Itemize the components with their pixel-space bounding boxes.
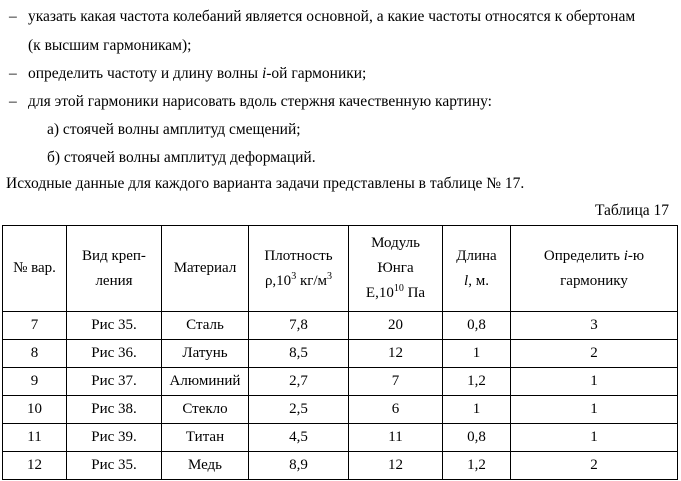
cell-material: Стекло — [162, 396, 249, 424]
table-body — [3, 312, 678, 480]
bullet-text — [28, 64, 366, 84]
header-harmonic-part: -ю — [627, 247, 645, 264]
cell-mount: Рис 35. — [67, 312, 162, 340]
header-material: Материал — [162, 226, 249, 312]
bullet-text-part: -ой гармоники; — [266, 65, 367, 82]
header-density-part: ρ,10 — [264, 272, 292, 289]
header-density — [249, 226, 349, 312]
cell-density: 2,5 — [249, 396, 349, 424]
cell-modulus: 11 — [349, 424, 443, 452]
header-mount — [67, 226, 162, 312]
header-length-symbol: l — [464, 272, 469, 289]
sub-item-text: б) стоячей волны амплитуд деформаций. — [47, 149, 316, 166]
bullet-text-part: определить частоту и длину волны — [28, 65, 262, 82]
cell-mount: Рис 39. — [67, 424, 162, 452]
cell-modulus: 12 — [349, 340, 443, 368]
bullet-dash: – — [9, 8, 17, 25]
cell-length: 0,8 — [443, 312, 511, 340]
cell-harmonic: 2 — [511, 340, 678, 368]
cell-harmonic: 2 — [511, 452, 678, 480]
cell-mount: Рис 37. — [67, 368, 162, 396]
cell-length: 1,2 — [443, 368, 511, 396]
data-table — [2, 225, 678, 480]
bullet-dash: – — [9, 65, 17, 82]
cell-length: 1 — [443, 340, 511, 368]
cell-variant: 12 — [3, 452, 67, 480]
table-caption: Таблица 17 — [594, 202, 669, 219]
header-length-line: Длина — [456, 247, 497, 264]
table-row — [3, 368, 678, 396]
cell-density: 4,5 — [249, 424, 349, 452]
cell-length: 1 — [443, 396, 511, 424]
header-density-part: кг/м — [296, 272, 328, 289]
cell-material: Титан — [162, 424, 249, 452]
cell-harmonic: 3 — [511, 312, 678, 340]
cell-mount: Рис 36. — [67, 340, 162, 368]
bullet-text: (к высшим гармоникам); — [28, 37, 192, 54]
header-density-line: Плотность — [264, 247, 333, 264]
cell-material: Медь — [162, 452, 249, 480]
cell-material: Латунь — [162, 340, 249, 368]
cell-modulus: 6 — [349, 396, 443, 424]
header-length-part: , м. — [468, 272, 489, 289]
cell-variant: 10 — [3, 396, 67, 424]
sub-item-text: а) стоячей волны амплитуд смещений; — [47, 121, 301, 138]
header-modulus-exp: 10 — [393, 283, 404, 294]
cell-variant: 8 — [3, 340, 67, 368]
header-harmonic-symbol: i — [623, 247, 628, 264]
bullet-text-italic: i — [261, 65, 267, 82]
cell-harmonic: 1 — [511, 368, 678, 396]
cell-variant: 7 — [3, 312, 67, 340]
table-row — [3, 452, 678, 480]
cell-harmonic: 1 — [511, 396, 678, 424]
cell-length: 0,8 — [443, 424, 511, 452]
cell-modulus: 7 — [349, 368, 443, 396]
header-harmonic-part: Определить — [543, 247, 624, 264]
bullet-text: для этой гармоники нарисовать вдоль стержня качественную картину: — [28, 93, 492, 110]
header-mount-line: Вид креп- — [82, 247, 146, 264]
cell-variant: 11 — [3, 424, 67, 452]
cell-density: 7,8 — [249, 312, 349, 340]
cell-harmonic: 1 — [511, 424, 678, 452]
header-length — [443, 226, 511, 312]
table-row — [3, 340, 678, 368]
header-density-exp: 3 — [291, 270, 297, 282]
cell-length: 1,2 — [443, 452, 511, 480]
header-harmonic-line: гармонику — [560, 272, 628, 289]
table-row — [3, 424, 678, 452]
cell-material: Алюминий — [162, 368, 249, 396]
header-modulus-part: Е,10 — [365, 285, 394, 301]
cell-modulus: 20 — [349, 312, 443, 340]
table-row — [3, 312, 678, 340]
bullet-dash: – — [9, 93, 17, 110]
cell-mount: Рис 38. — [67, 396, 162, 424]
header-mount-line: ления — [95, 272, 133, 289]
cell-density: 8,9 — [249, 452, 349, 480]
cell-density: 2,7 — [249, 368, 349, 396]
table-header-row — [3, 226, 678, 312]
header-variant: № вар. — [3, 226, 67, 312]
table-row — [3, 396, 678, 424]
cell-material: Сталь — [162, 312, 249, 340]
header-harmonic — [511, 226, 678, 312]
intro-text: Исходные данные для каждого варианта задачи представлены в таблице № 17. — [6, 175, 525, 192]
header-modulus — [349, 226, 443, 312]
header-modulus-line: Юнга — [377, 260, 414, 276]
bullet-text: указать какая частота колебаний является основной, а какие частоты относятся к обертонам — [28, 8, 636, 25]
header-modulus-part: Па — [403, 285, 426, 301]
header-modulus-line: Модуль — [371, 235, 420, 251]
header-density-exp: 3 — [327, 270, 333, 282]
cell-modulus: 12 — [349, 452, 443, 480]
cell-density: 8,5 — [249, 340, 349, 368]
cell-variant: 9 — [3, 368, 67, 396]
cell-mount: Рис 35. — [67, 452, 162, 480]
